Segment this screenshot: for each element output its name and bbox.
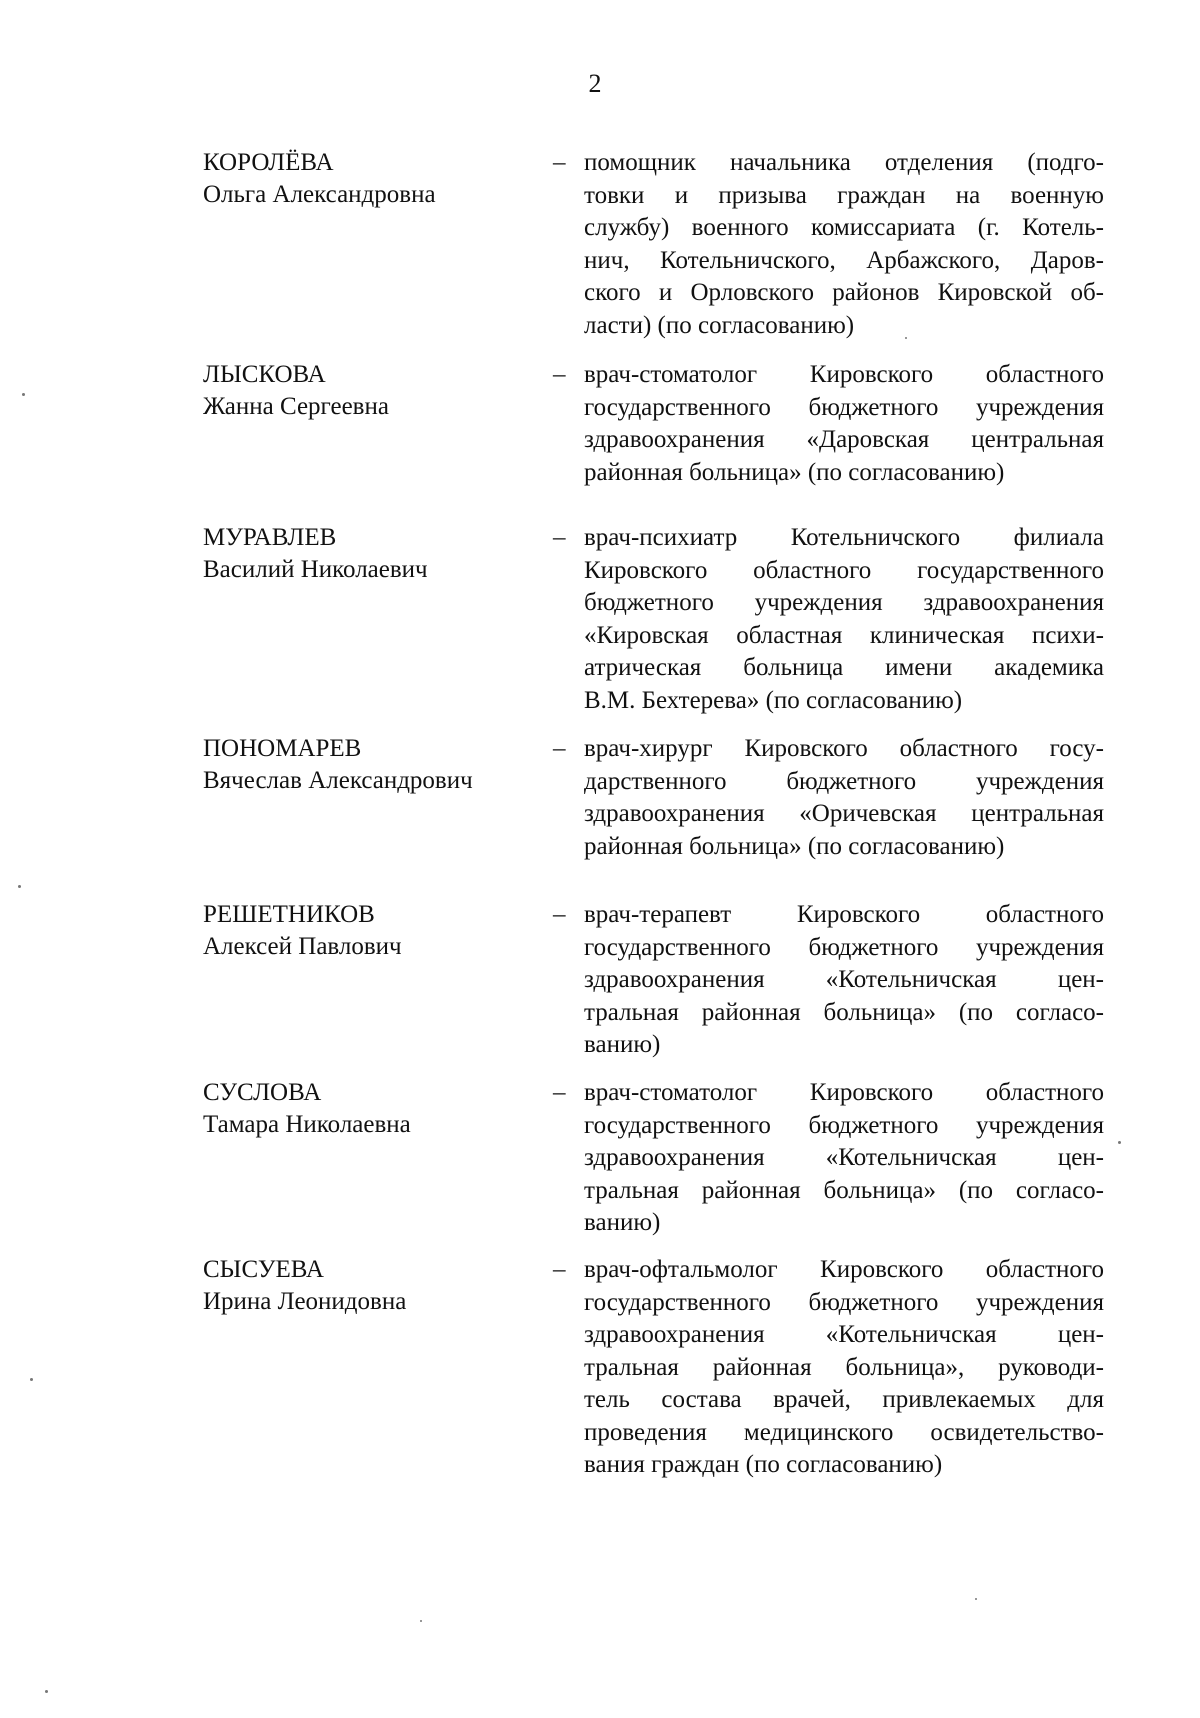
member-role	[584, 147, 1104, 342]
page-number: 2	[588, 69, 602, 98]
role-line: тральная районная больница», руководи-	[584, 1353, 1104, 1381]
member-surname: МУРАВЛЕВ	[203, 524, 337, 551]
member-names	[203, 359, 533, 423]
role-line: проведения медицинского освидетельство-	[584, 1418, 1104, 1446]
role-line: ласти) (по согласованию)	[584, 311, 855, 339]
role-line: врач-стоматолог Кировского областного	[584, 361, 1104, 388]
role-line: государственного бюджетного учреждения	[584, 1288, 1104, 1316]
role-line: государственного бюджетного учреждения	[584, 1111, 1104, 1139]
member-role	[584, 1077, 1104, 1240]
scan-speck	[18, 885, 21, 888]
role-line: врач-стоматолог Кировского областного	[584, 1079, 1104, 1106]
role-line: здравоохранения «Даровская центральная	[584, 426, 1104, 453]
dash-separator: –	[553, 1079, 566, 1106]
role-line: государственного бюджетного учреждения	[584, 393, 1104, 421]
role-line: здравоохранения «Котельничская цен-	[584, 1144, 1104, 1171]
role-line: вания граждан (по согласованию)	[584, 1451, 943, 1478]
dash-separator: –	[553, 735, 566, 762]
role-line: В.М. Бехтерева» (по согласованию)	[584, 686, 963, 714]
member-role	[584, 1254, 1104, 1482]
scan-speck	[1118, 1141, 1121, 1144]
role-line: районная больница» (по согласованию)	[584, 458, 1005, 486]
role-line: районная больница» (по согласованию)	[584, 832, 1005, 860]
role-line: ванию)	[584, 1031, 661, 1058]
scan-speck	[30, 1378, 33, 1381]
role-line: атрическая больница имени академика	[584, 654, 1104, 681]
role-line: здравоохранения «Котельничская цен-	[584, 1321, 1104, 1348]
member-surname: ЛЫСКОВА	[203, 361, 326, 388]
member-given-names: Ирина Леонидовна	[203, 1288, 407, 1315]
member-given-names: Тамара Николаевна	[203, 1111, 411, 1138]
dash-separator: –	[553, 1256, 566, 1283]
role-line: врач-хирург Кировского областного госу-	[584, 735, 1104, 762]
member-given-names: Алексей Павлович	[203, 933, 402, 960]
scan-speck	[22, 393, 25, 396]
scan-speck	[975, 1598, 977, 1600]
scan-speck	[420, 1620, 422, 1622]
role-line: ванию)	[584, 1209, 661, 1236]
role-line: дарственного бюджетного учреждения	[584, 767, 1104, 795]
role-line: здравоохранения «Оричевская центральная	[584, 800, 1104, 827]
member-role	[584, 522, 1104, 717]
role-line: «Кировская областная клиническая психи-	[584, 621, 1104, 649]
member-given-names: Вячеслав Александрович	[203, 767, 473, 794]
role-line: Кировского областного государственного	[584, 556, 1104, 584]
role-line: товки и призыва граждан на военную	[584, 181, 1104, 209]
role-line: врач-психиатр Котельничского филиала	[584, 524, 1104, 551]
member-given-names: Жанна Сергеевна	[203, 393, 389, 420]
role-line: здравоохранения «Котельничская цен-	[584, 966, 1104, 993]
member-names	[203, 733, 533, 797]
role-line: бюджетного учреждения здравоохранения	[584, 589, 1104, 616]
role-line: государственного бюджетного учреждения	[584, 933, 1104, 961]
member-names	[203, 522, 533, 586]
member-surname: СЫСУЕВА	[203, 1256, 324, 1283]
member-role	[584, 359, 1104, 489]
dash-separator: –	[553, 361, 566, 388]
member-role	[584, 733, 1104, 863]
dash-separator: –	[553, 524, 566, 551]
member-names	[203, 1254, 533, 1318]
role-line: тральная районная больница» (по согласо-	[584, 998, 1104, 1026]
role-line: врач-терапевт Кировского областного	[584, 901, 1104, 928]
role-line: службу) военного комиссариата (г. Котель-	[584, 214, 1104, 241]
dash-separator: –	[553, 901, 566, 928]
member-surname: РЕШЕТНИКОВ	[203, 901, 375, 928]
member-names	[203, 147, 533, 211]
member-names	[203, 1077, 533, 1141]
member-given-names: Василий Николаевич	[203, 556, 428, 583]
role-line: нич, Котельничского, Арбажского, Даров-	[584, 246, 1104, 274]
role-line: тральная районная больница» (по согласо-	[584, 1176, 1104, 1204]
member-given-names: Ольга Александровна	[203, 181, 436, 208]
member-surname: КОРОЛЁВА	[203, 149, 334, 176]
role-line: врач-офтальмолог Кировского областного	[584, 1256, 1104, 1283]
role-line: тель состава врачей, привлекаемых для	[584, 1386, 1104, 1413]
member-role	[584, 899, 1104, 1062]
scan-speck	[905, 337, 907, 339]
member-surname: СУСЛОВА	[203, 1079, 322, 1106]
role-line: ского и Орловского районов Кировской об-	[584, 279, 1104, 306]
scan-speck	[45, 1690, 48, 1693]
member-surname: ПОНОМАРЕВ	[203, 735, 362, 762]
role-line: помощник начальника отделения (подго-	[584, 149, 1104, 176]
dash-separator: –	[553, 149, 566, 176]
member-names	[203, 899, 533, 963]
